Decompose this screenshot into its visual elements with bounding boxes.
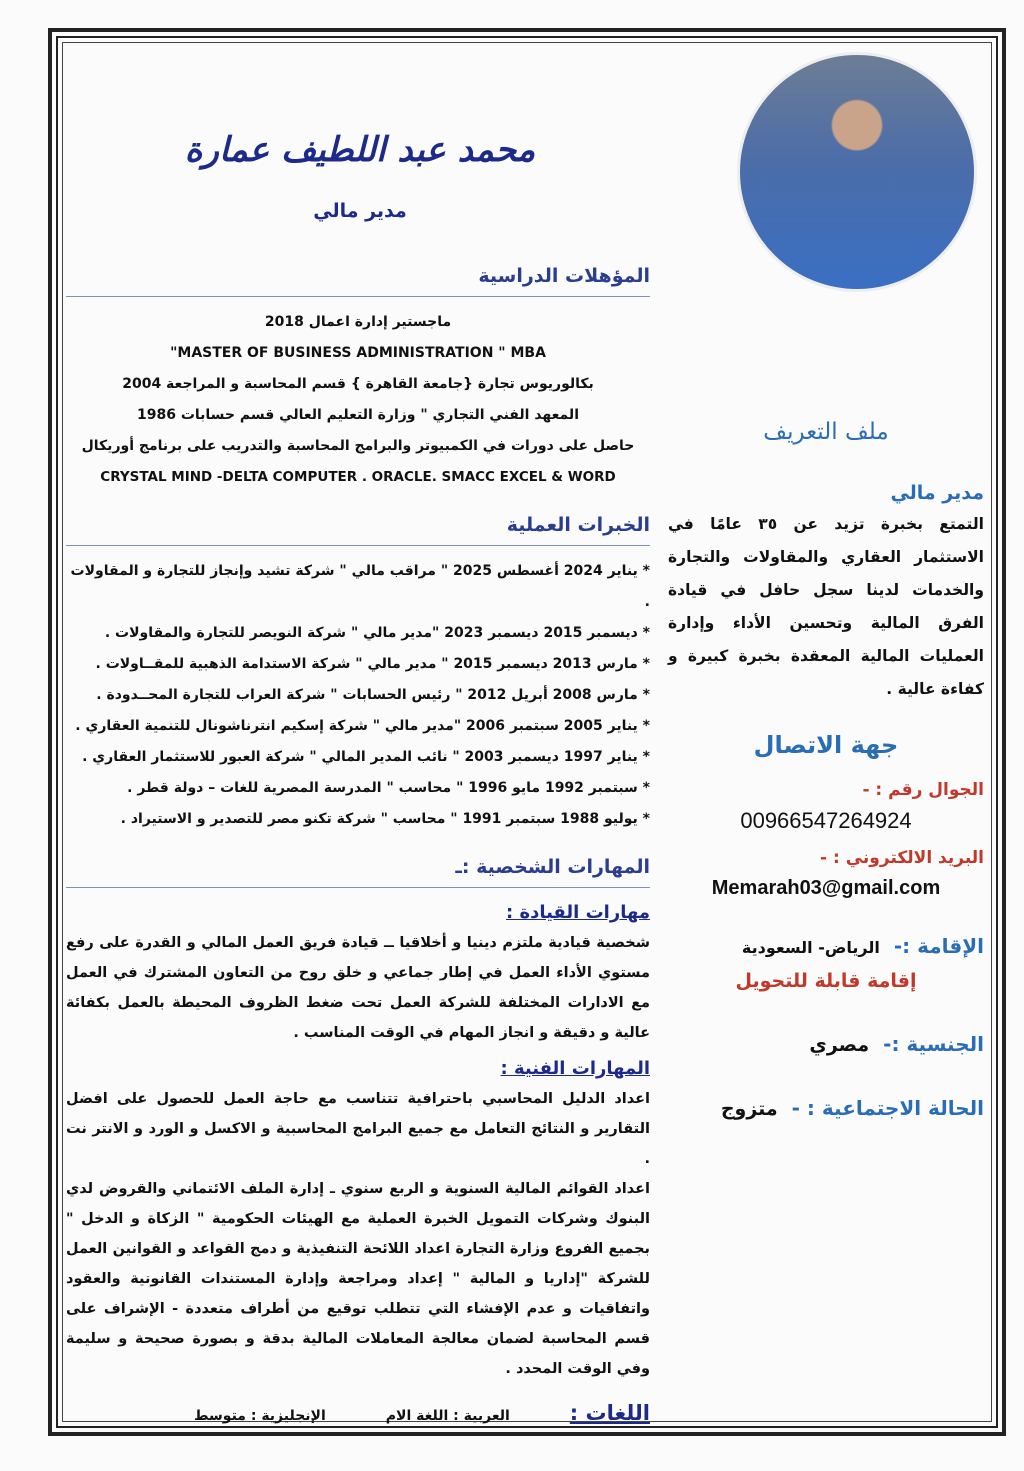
divider bbox=[66, 296, 650, 297]
contact-heading: جهة الاتصال bbox=[753, 731, 899, 759]
marital-label: الحالة الاجتماعية : - bbox=[791, 1096, 984, 1120]
residence-value: الرياض- السعودية bbox=[741, 938, 880, 957]
profile-photo bbox=[737, 52, 977, 292]
main-column bbox=[66, 262, 650, 1428]
languages-heading: اللغات : bbox=[569, 1401, 650, 1425]
education-line: "MASTER OF BUSINESS ADMINISTRATION " MBA bbox=[170, 345, 546, 361]
profile-role: مدير مالي bbox=[890, 482, 984, 504]
divider bbox=[66, 545, 650, 546]
email-label: البريد الالكتروني : - bbox=[820, 848, 984, 868]
language-english: الإنجليزية : متوسط bbox=[194, 1408, 326, 1424]
experience-list bbox=[66, 556, 650, 835]
phone-number: 00966547264924 bbox=[740, 808, 912, 833]
leadership-text: شخصية قيادية ملتزم دينيا و أخلاقيا ــ قيادة فريق العمل المالي و القدرة على رفع مستوي الأداء العمل في إطار جماعي و خلق روح من التعاون المشترك في العمل مع الادارات المختلفة للشركة العمل تحت ضغط الظروف المحيطة بالعمل بكفائة عالية و دقيقة و انجاز المهام في الوقت المناسب . bbox=[66, 935, 650, 1041]
education-line: حاصل على دورات في الكمبيوتر والبرامج المحاسبة والتدريب على برنامج أوريكال bbox=[81, 438, 635, 454]
residence-label: الإقامة :- bbox=[893, 934, 984, 958]
education-line: CRYSTAL MIND -DELTA COMPUTER . ORACLE. SMACC EXCEL & WORD bbox=[100, 469, 616, 485]
profile-text: التمتع بخبرة تزيد عن ٣٥ عامًا في الاستثمار العقاري والمقاولات والتجارة والخدمات لدينا سجل حافل في قيادة الفرق المالية وتحسين الأداء وإدارة العمليات المالية المعقدة بخبرة كبيرة و كفاءة عالية . bbox=[668, 515, 984, 698]
experience-heading: الخبرات العملية bbox=[506, 514, 650, 536]
experience-item: * مارس 2013 ديسمبر 2015 " مدير مالي " شركة الاستدامة الذهبية للمقــاولات . bbox=[95, 656, 650, 672]
education-heading: المؤهلات الدراسية bbox=[478, 265, 650, 287]
technical-heading: المهارات الفنية : bbox=[500, 1058, 650, 1079]
divider bbox=[66, 887, 650, 888]
nationality-value: مصري bbox=[809, 1034, 870, 1056]
experience-item: * مارس 2008 أبريل 2012 " رئيس الحسابات " شركة العراب للتجارة المحــدودة . bbox=[96, 687, 650, 703]
leadership-heading: مهارات القيادة : bbox=[506, 902, 650, 923]
side-column bbox=[668, 416, 984, 1120]
education-line: المعهد الفني التجاري " وزارة التعليم العالي قسم حسابات 1986 bbox=[137, 407, 579, 423]
technical-text: اعداد الدليل المحاسبي باحترافية تتناسب مع حاجة العمل للحصول على افضل التقارير و النتائج التعامل مع جميع البرامج المحاسبية و الاكسل و الورد و الانتر نت . bbox=[66, 1091, 650, 1167]
languages-row bbox=[66, 1398, 650, 1428]
experience-item: * يناير 1997 ديسمبر 2003 " نائب المدير المالي " شركة العبور للاستثمار العقاري . bbox=[82, 749, 650, 765]
profile-heading: ملف التعريف bbox=[763, 419, 889, 445]
experience-item: * سبتمبر 1992 مايو 1996 " محاسب " المدرسة المصرية للغات – دولة قطر . bbox=[127, 780, 650, 796]
experience-item: * ديسمبر 2015 ديسمبر 2023 "مدير مالي " شركة النويصر للتجارة والمقاولات . bbox=[104, 625, 650, 641]
nationality-row bbox=[668, 1032, 984, 1056]
education-line: ماجستير إدارة اعمال 2018 bbox=[264, 314, 452, 330]
skills-heading: المهارات الشخصية :ـ bbox=[455, 856, 650, 878]
nationality-label: الجنسية :- bbox=[883, 1032, 984, 1056]
phone-label: الجوال رقم : - bbox=[862, 780, 984, 800]
marital-row bbox=[668, 1096, 984, 1120]
experience-item: * يوليو 1988 سبتمبر 1991 " محاسب " شركة تكنو مصر للتصدير و الاستيراد . bbox=[120, 811, 650, 827]
experience-item: * يناير 2005 سبتمبر 2006 "مدير مالي " شركة إسكيم انترناشونال للتنمية العقاري . bbox=[75, 718, 650, 734]
experience-item: * يناير 2024 أغسطس 2025 " مراقب مالي " شركة تشيد وإنجاز للتجارة و المقاولات . bbox=[70, 563, 650, 610]
education-line: بكالوريوس تجارة {جامعة القاهرة } قسم المحاسبة و المراجعة 2004 bbox=[122, 376, 594, 392]
candidate-name: محمد عبد اللطيف عمارة bbox=[184, 130, 536, 170]
email-address: Memarah03@gmail.com bbox=[711, 877, 941, 899]
language-arabic: العربية : اللغة الام bbox=[385, 1408, 510, 1424]
marital-value: متزوج bbox=[720, 1098, 778, 1120]
technical-text: اعداد القوائم المالية السنوية و الربع سنوي ـ إدارة الملف الائتماني والقروض لدي البنوك وشركات التمويل الخبرة العملية مع الهيئات الحكومية " الزكاة و الدخل " بجميع الفروع وزارة التجارة اعداد اللائحة التنفيذية و دمج القواعد و القوانين العمل للشركة "إداريا و المالية " إعداد ومراجعة وإدارة المستندات القانونية والعقود واتفاقيات و عدم الإفشاء التي تتطلب توقيع من أطراف متعددة - الإشراف على قسم المحاسبة لضمان معالجة المعاملات المالية بدقة و بصورة صحيحة و سليمة وفي الوقت المحدد . bbox=[66, 1181, 650, 1377]
job-title: مدير مالي bbox=[313, 200, 407, 222]
residence-row bbox=[668, 934, 984, 958]
residence-note: إقامة قابلة للتحويل bbox=[735, 970, 917, 992]
